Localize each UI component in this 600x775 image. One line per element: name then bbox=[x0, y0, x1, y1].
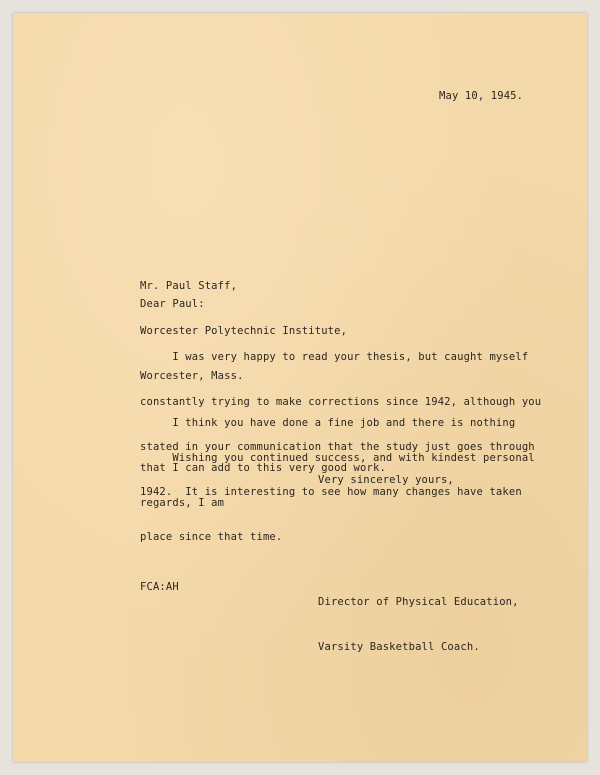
paragraph-line: 1942. It is interesting to see how many changes have taken bbox=[140, 486, 522, 498]
paragraph-line: constantly trying to make corrections since 1942, although you bbox=[140, 396, 542, 408]
paragraph-line: Wishing you continued success, and with kindest personal bbox=[140, 452, 535, 464]
reference-initials: FCA:AH bbox=[140, 581, 179, 593]
paragraph-line: stated in your communication that the study just goes through bbox=[140, 441, 535, 453]
paragraph-line: I think you have done a fine job and there is nothing bbox=[140, 417, 516, 429]
salutation: Dear Paul: bbox=[140, 298, 205, 310]
paragraph-line: I was very happy to read your thesis, but caught myself bbox=[140, 351, 529, 363]
recipient-city: Worcester, Mass. bbox=[140, 370, 244, 382]
paragraph-line: place since that time. bbox=[140, 531, 283, 543]
signature-block bbox=[318, 565, 519, 685]
letter-date: May 10, 1945. bbox=[439, 90, 524, 102]
letter-paper bbox=[13, 13, 587, 762]
signer-title: Director of Physical Education, bbox=[318, 596, 519, 608]
paragraph-line: that I can add to this very good work. bbox=[140, 462, 386, 474]
signer-role: Varsity Basketball Coach. bbox=[318, 641, 480, 653]
complimentary-closing: Very sincerely yours, bbox=[318, 474, 454, 486]
recipient-institution: Worcester Polytechnic Institute, bbox=[140, 325, 348, 337]
paragraph-line: regards, I am bbox=[140, 497, 225, 509]
recipient-name: Mr. Paul Staff, bbox=[140, 280, 238, 292]
